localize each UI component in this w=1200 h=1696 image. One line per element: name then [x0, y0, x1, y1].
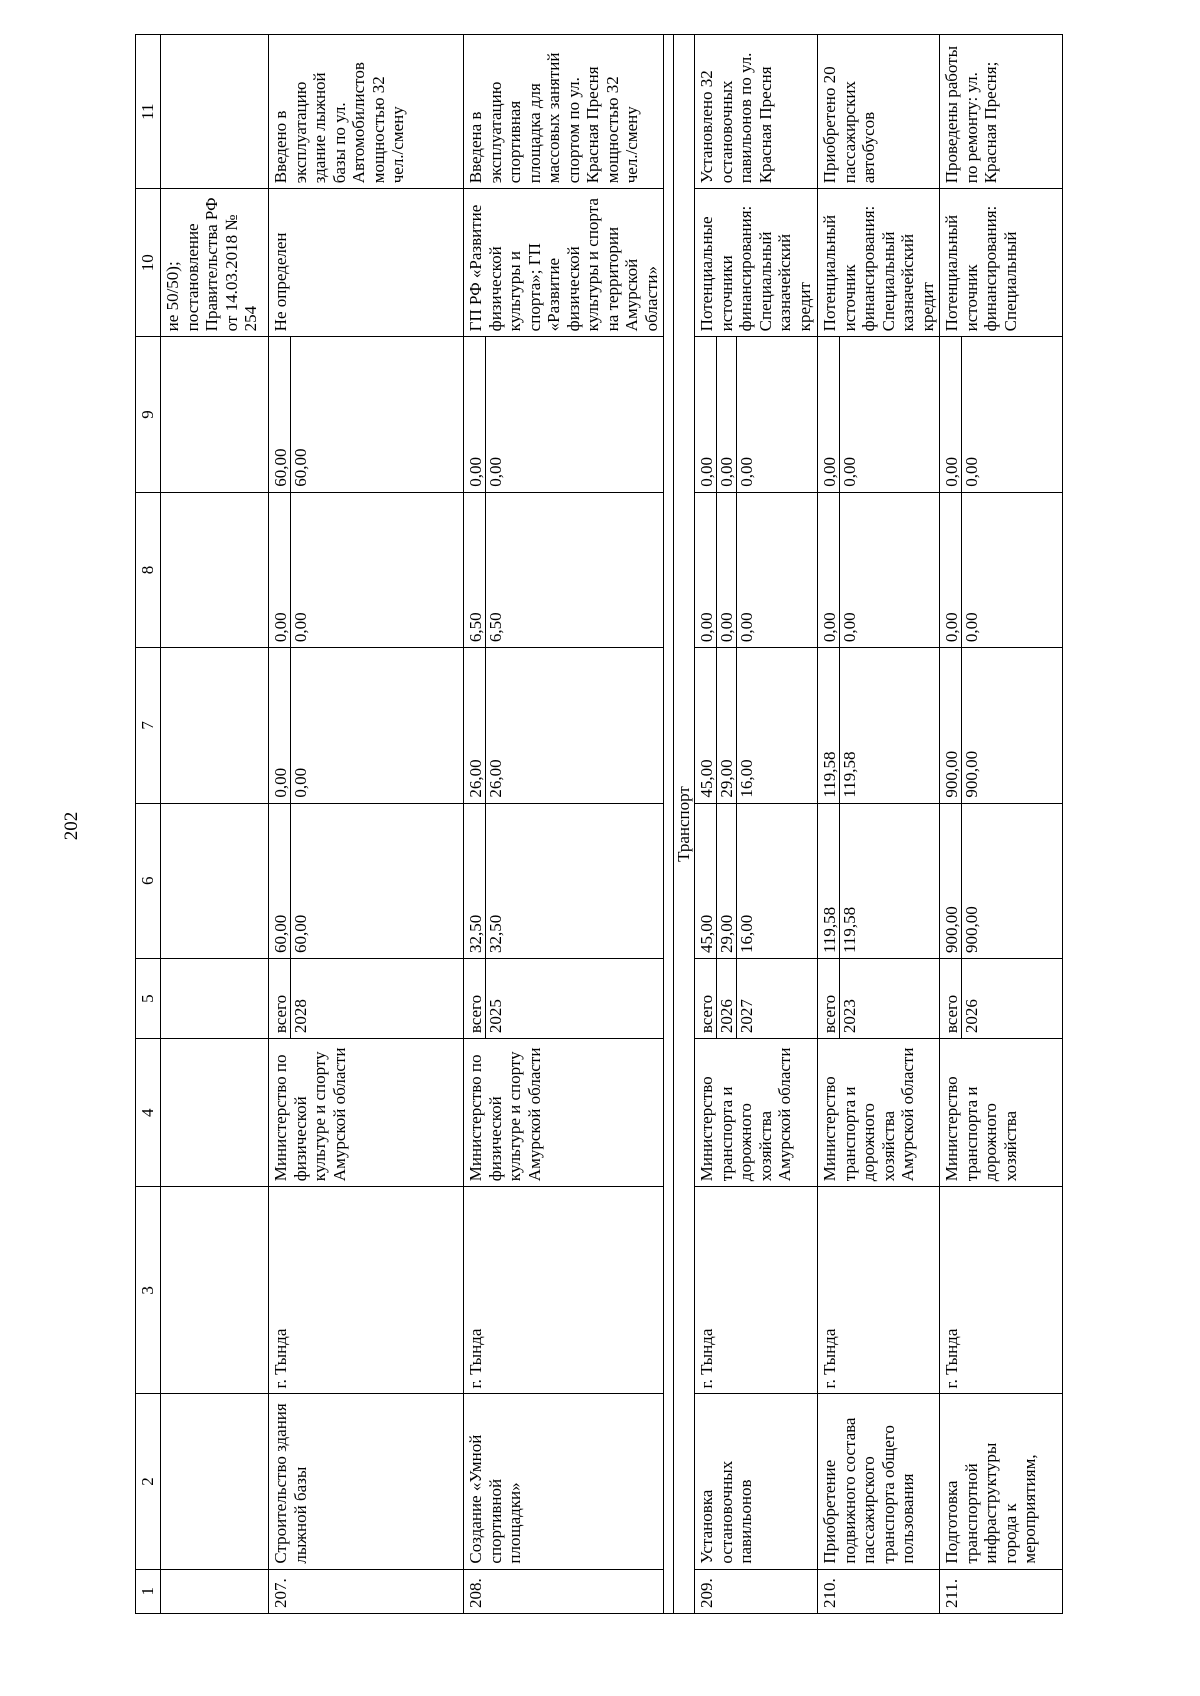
- amount-col9: 0,00 0,00: [464, 337, 664, 492]
- header-row: [136, 35, 161, 1614]
- funding-source: Не определен: [269, 189, 464, 337]
- col-header: 10: [136, 189, 161, 337]
- row-number: 209.: [695, 1569, 818, 1613]
- event-name: Установка остановочных павильонов: [695, 1394, 818, 1569]
- table-row: [695, 35, 818, 1614]
- rotated-table-container: [135, 34, 1155, 1614]
- continuation-source: ие 50/50); постановление Правительства РФ от 14.03.2018 № 254: [161, 189, 269, 337]
- col-header: 1: [136, 1569, 161, 1613]
- funding-source: Потенциальный источник финансирования: Специальный казначейский кредит: [818, 189, 940, 337]
- amount-col9: 0,00 0,00 0,00: [695, 337, 818, 492]
- expected-result: Введено в эксплуатацию здание лыжной базы по ул. Автомобилистов мощностью 32 чел./смену: [269, 35, 464, 189]
- row-number: 208.: [464, 1569, 664, 1613]
- col-header: 8: [136, 492, 161, 647]
- col-header: 11: [136, 35, 161, 189]
- expected-result: Введена в эксплуатацию спортивная площадка для массовых занятий спортом по ул. Красная Пресня мощностью 32 чел./смену: [464, 35, 664, 189]
- col-header: 7: [136, 648, 161, 803]
- expected-result: Проведены работы по ремонту: ул. Красная Пресня;: [940, 35, 1063, 189]
- funding-source: ГП РФ «Развитие физической культуры и спорта»; ГП «Развитие физической культуры и спорта на территории Амурской области»: [464, 189, 664, 337]
- page-number: 202: [61, 811, 82, 841]
- expected-result: Установлено 32 остановочных павильонов по ул. Красная Пресня: [695, 35, 818, 189]
- col-header: 9: [136, 337, 161, 492]
- years-cell: всего 2028: [269, 959, 464, 1039]
- expected-result: Приобретено 20 пассажирских автобусов: [818, 35, 940, 189]
- amount-col9: 0,00 0,00: [818, 337, 940, 492]
- event-name: Создание «Умной спортивной площадки»: [464, 1394, 664, 1569]
- program-table: [135, 34, 1063, 1614]
- amount-col7: 0,00 0,00: [269, 648, 464, 803]
- years-cell: всего 2025: [464, 959, 664, 1039]
- col-header: 4: [136, 1039, 161, 1187]
- executor: Министерство по физической культуре и спорту Амурской области: [464, 1039, 664, 1187]
- table-row: [269, 35, 464, 1614]
- location: г. Тында: [940, 1187, 1063, 1394]
- amount-col8: 0,00 0,00: [940, 492, 1063, 647]
- continuation-row: [161, 35, 269, 1614]
- amount-col8: 6,50 6,50: [464, 492, 664, 647]
- section-row: [674, 35, 695, 1614]
- event-name: Строительство здания лыжной базы: [269, 1394, 464, 1569]
- col-header: 3: [136, 1187, 161, 1394]
- table-row: [464, 35, 664, 1614]
- table-row: [818, 35, 940, 1614]
- total-amount: 45,00 29,00 16,00: [695, 803, 818, 958]
- years-cell: всего 2026: [940, 959, 1063, 1039]
- row-number: 210.: [818, 1569, 940, 1613]
- executor: Министерство по физической культуре и спорту Амурской области: [269, 1039, 464, 1187]
- location: г. Тында: [695, 1187, 818, 1394]
- executor: Министерство транспорта и дорожного хозяйства: [940, 1039, 1063, 1187]
- amount-col9: 60,00 60,00: [269, 337, 464, 492]
- amount-col7: 119,58 119,58: [818, 648, 940, 803]
- total-amount: 60,00 60,00: [269, 803, 464, 958]
- executor: Министерство транспорта и дорожного хозяйства Амурской области: [818, 1039, 940, 1187]
- amount-col9: 0,00 0,00: [940, 337, 1063, 492]
- total-amount: 900,00 900,00: [940, 803, 1063, 958]
- spacer-row: [664, 35, 674, 1614]
- amount-col8: 0,00 0,00 0,00: [695, 492, 818, 647]
- amount-col8: 0,00 0,00: [269, 492, 464, 647]
- col-header: 2: [136, 1394, 161, 1569]
- executor: Министерство транспорта и дорожного хозяйства Амурской области: [695, 1039, 818, 1187]
- amount-col7: 26,00 26,00: [464, 648, 664, 803]
- section-title: Транспорт: [674, 35, 695, 1614]
- years-cell: всего 2023: [818, 959, 940, 1039]
- amount-col7: 900,00 900,00: [940, 648, 1063, 803]
- row-number: 211.: [940, 1569, 1063, 1613]
- location: г. Тында: [464, 1187, 664, 1394]
- total-amount: 119,58 119,58: [818, 803, 940, 958]
- location: г. Тында: [818, 1187, 940, 1394]
- total-amount: 32,50 32,50: [464, 803, 664, 958]
- table-row: [940, 35, 1063, 1614]
- funding-source: Потенциальные источники финансирования: Специальный казначейский кредит: [695, 189, 818, 337]
- event-name: Подготовка транспортной инфраструктуры города к мероприятиям,: [940, 1394, 1063, 1569]
- amount-col7: 45,00 29,00 16,00: [695, 648, 818, 803]
- col-header: 6: [136, 803, 161, 958]
- event-name: Приобретение подвижного состава пассажирского транспорта общего пользования: [818, 1394, 940, 1569]
- location: г. Тында: [269, 1187, 464, 1394]
- row-number: 207.: [269, 1569, 464, 1613]
- amount-col8: 0,00 0,00: [818, 492, 940, 647]
- years-cell: всего 2026 2027: [695, 959, 818, 1039]
- col-header: 5: [136, 959, 161, 1039]
- funding-source: Потенциальный источник финансирования: Специальный: [940, 189, 1063, 337]
